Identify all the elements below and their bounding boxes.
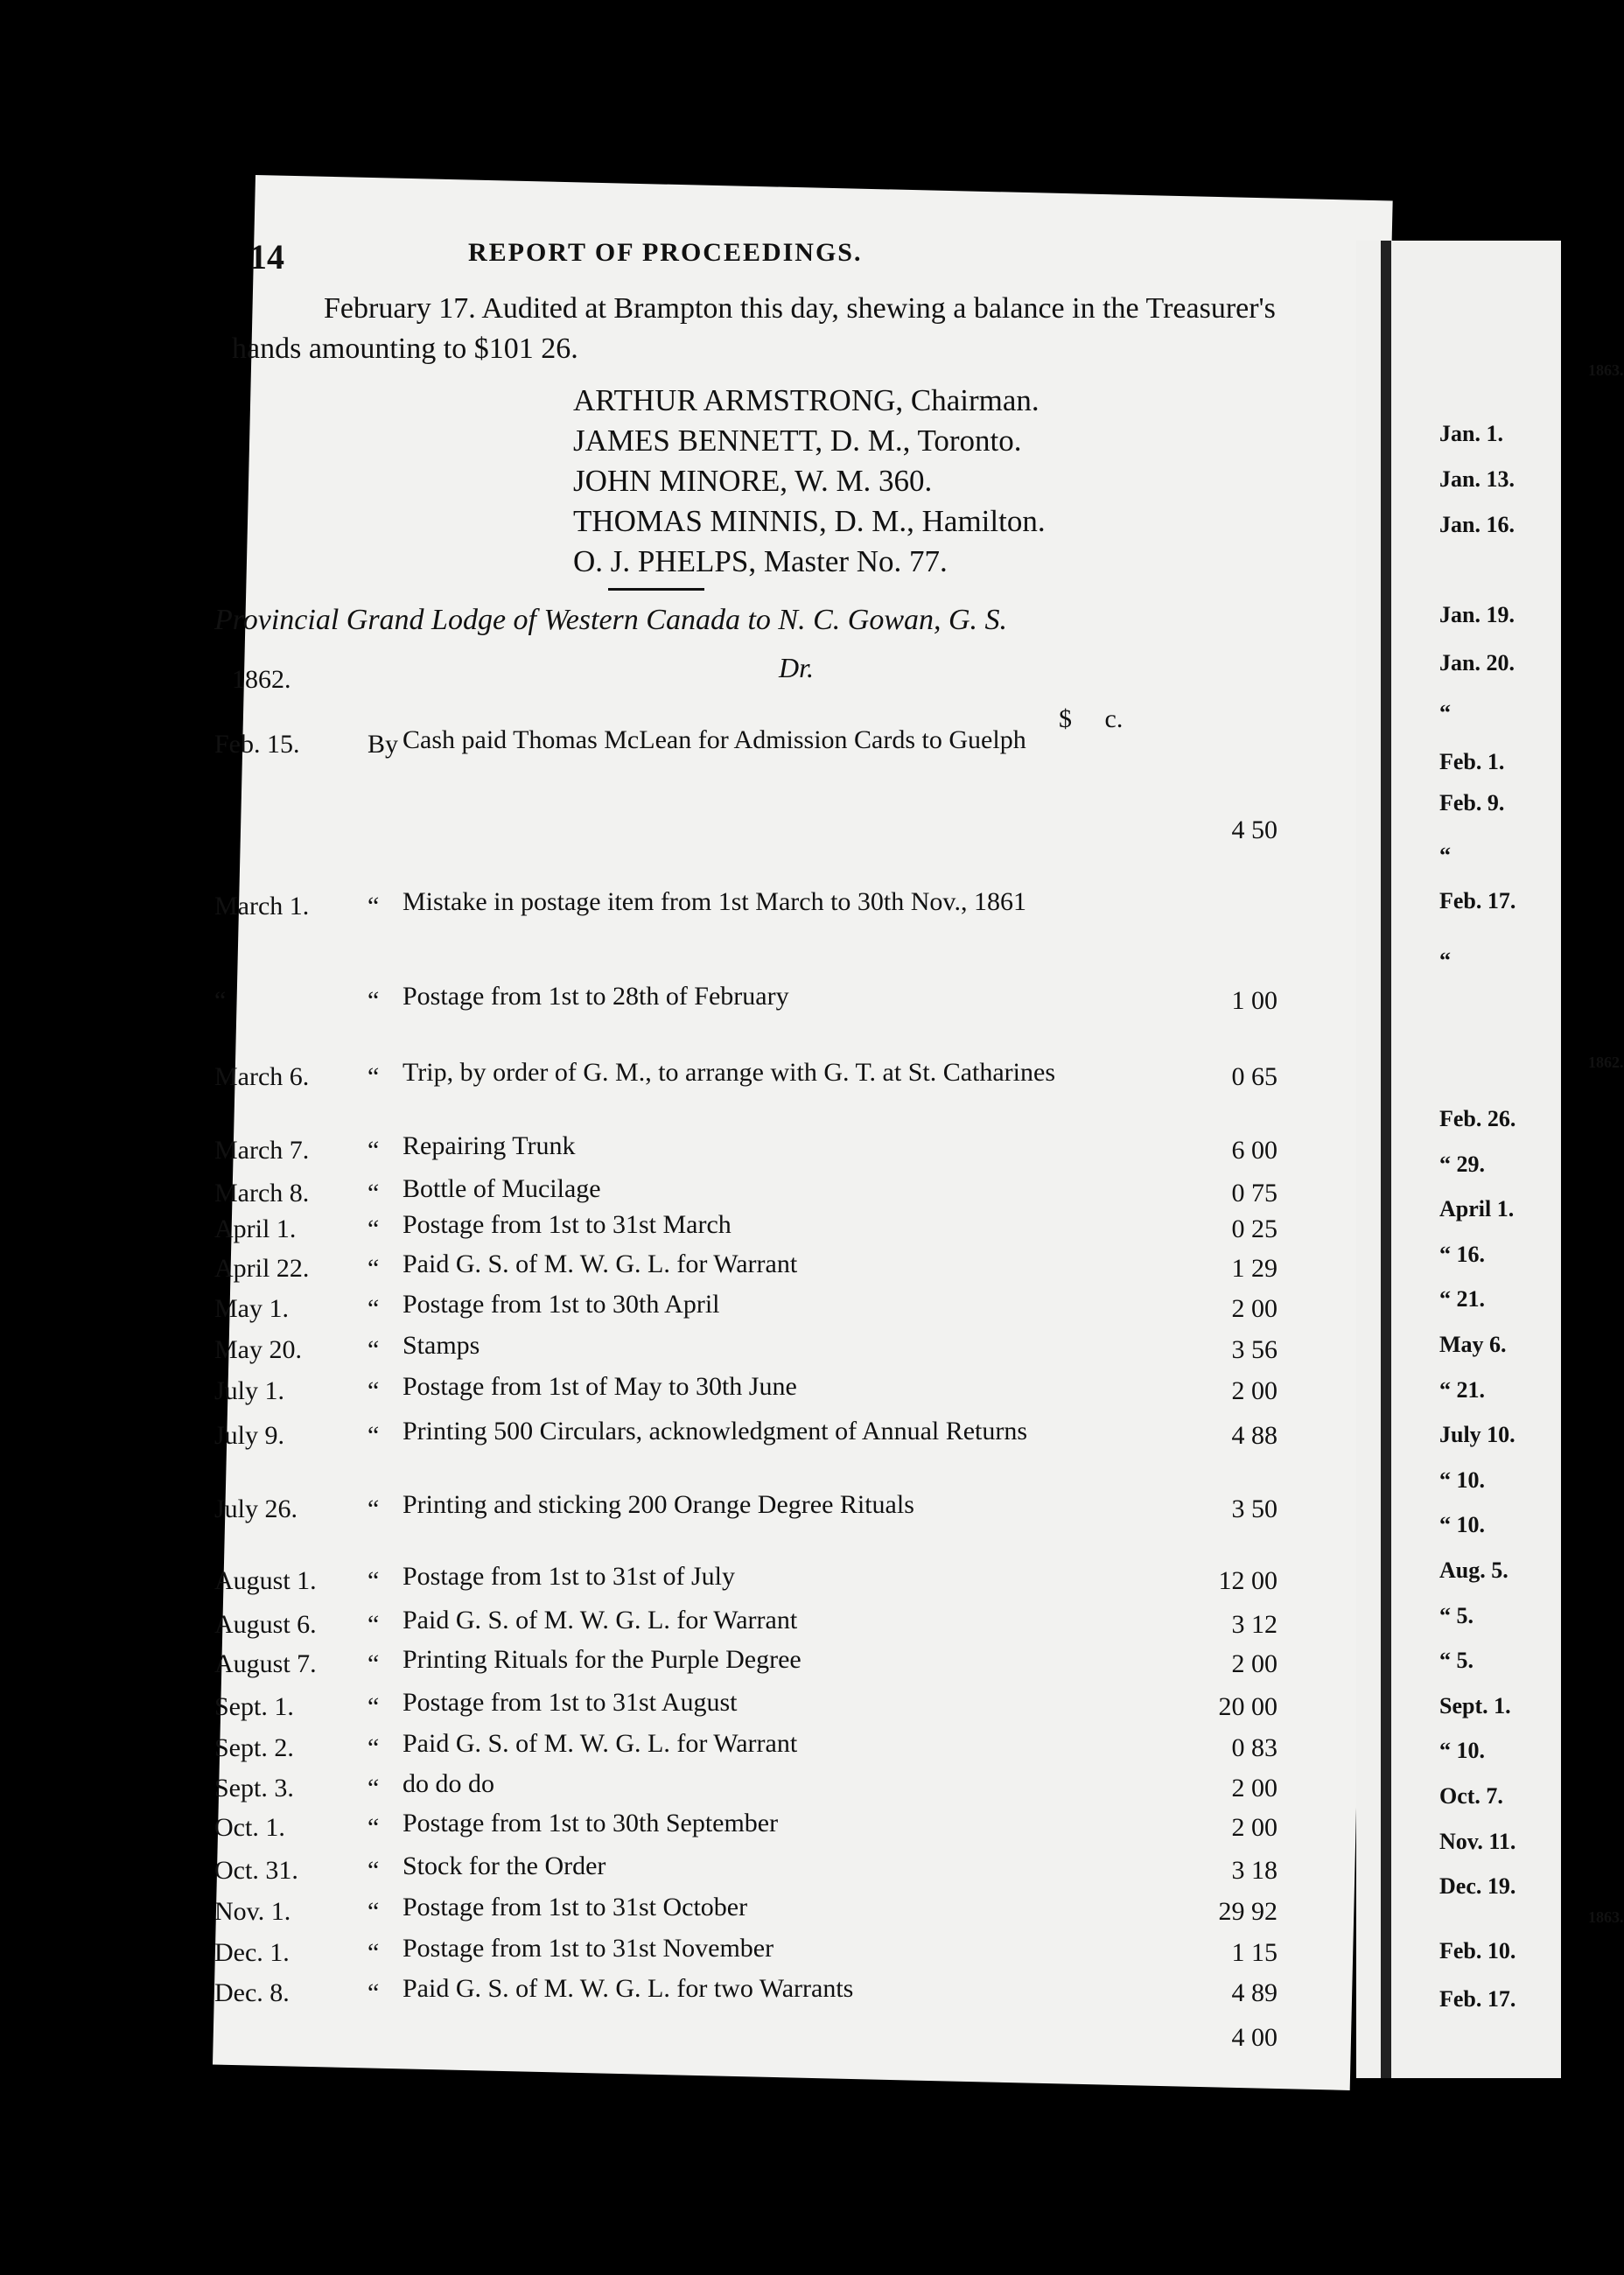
facing-page-date: July 10. [1439,1422,1516,1448]
debit-label: Dr. [779,652,815,683]
ledger-amount: 1 00 [1231,985,1278,1015]
ledger-date: July 26. [214,1494,298,1523]
ledger-ditto: “ [368,1253,380,1283]
facing-page-date: 1862. [1588,1053,1624,1071]
ledger-amount: 3 56 [1231,1335,1278,1365]
account-year: 1862. [232,665,291,694]
ledger-date: Sept. 1. [214,1691,294,1721]
ledger-amount: 20 00 [1218,1691,1278,1721]
facing-page-date: “ 5. [1439,1602,1474,1628]
facing-page-date: Aug. 5. [1439,1558,1508,1583]
ledger-row [214,1489,1291,1530]
ledger-description: Bottle of Mucilage [402,1173,601,1203]
ledger-amount: 4 88 [1231,1420,1278,1450]
ledger-ditto: “ [368,1896,380,1926]
facing-page-date: Jan. 19. [1439,601,1515,627]
ledger-ditto: “ [368,1178,380,1208]
audit-paragraph [232,289,1343,369]
ledger-row [214,1892,1291,1932]
ledger-description: do do do [402,1769,494,1799]
ledger-row [214,816,1291,850]
ledger-date: August 6. [214,1610,317,1640]
ledger-ditto: “ [368,1610,380,1640]
ledger-description: Printing and sticking 200 Orange Degree Rituals [402,1489,914,1519]
ledger-description: Postage from 1st to 31st March [402,1209,732,1239]
ledger-description: Postage from 1st to 31st August [402,1687,738,1717]
ledger-row [214,725,1291,765]
ledger-date: Feb. 15. [214,730,300,759]
ledger-row [214,1416,1291,1456]
audit-text: February 17. Audited at Brampton this day, shewing a balance in the Treasurer's hands amounting to $101 26. [232,292,1276,365]
ledger-row [214,1852,1291,1891]
ledger-ditto: “ [368,1732,380,1762]
ledger-description: Paid G. S. of M. W. G. L. for two Warrants [402,1974,854,2004]
facing-page-date: Jan. 16. [1439,511,1515,537]
page-number: 14 [249,237,284,276]
ledger-description: Postage from 1st of May to 30th June [402,1372,797,1402]
signers-block [573,381,1046,582]
facing-page-date: Jan. 1. [1439,421,1503,447]
ledger-row [214,1809,1291,1848]
ledger-date: March 8. [214,1178,310,1208]
facing-page-date: Nov. 11. [1439,1828,1516,1854]
ledger-ditto: “ [368,1649,380,1679]
facing-page-date: “ 5. [1439,1648,1474,1674]
ledger-amount: 1 15 [1231,1937,1278,1967]
ledger-date: Oct. 31. [214,1856,298,1885]
ledger-amount: 4 00 [1231,2023,1278,2053]
ledger-ditto: “ [368,1376,380,1406]
ledger-date: Dec. 1. [214,1937,290,1967]
ledger-date: March 6. [214,1062,310,1092]
facing-page-date: “ [1439,843,1451,868]
ledger-description: Stock for the Order [402,1852,606,1880]
facing-page-date: Sept. 1. [1439,1692,1511,1718]
account-title: Provincial Grand Lodge of Western Canada to N. C. Gowan, G. S. [214,604,1008,636]
facing-page-date: 1863. [1588,1908,1624,1926]
ledger-date: “ [214,985,227,1015]
ledger-amount: 0 83 [1231,1732,1278,1762]
ledger-amount: 6 00 [1231,1136,1278,1166]
ledger-ditto: “ [368,1494,380,1523]
ledger-date: Sept. 2. [214,1732,294,1762]
facing-page-date: Feb. 9. [1439,789,1505,816]
ledger-row [214,1728,1291,1768]
ledger-row [214,1974,1291,2013]
ledger-ditto: “ [368,1691,380,1721]
ledger-description: Printing 500 Circulars, acknowledgment of Annual Returns [402,1416,1028,1446]
ledger-row [214,1249,1291,1289]
facing-page-date: “ 29. [1439,1151,1485,1177]
ledger-row [214,1331,1291,1370]
ledger-description: Paid G. S. of M. W. G. L. for Warrant [402,1249,798,1278]
ledger-description: Postage from 1st to 28th of February [402,981,789,1011]
ledger-amount: 2 00 [1231,1813,1278,1843]
ledger-row [214,1173,1291,1214]
ledger-description: Cash paid Thomas McLean for Admission Cards to Guelph [402,725,1026,754]
ledger-ditto: “ [368,1937,380,1967]
facing-page-date: Feb. 17. [1439,887,1516,914]
ledger-row [214,1290,1291,1329]
ledger-date: May 20. [214,1335,302,1365]
ledger-row [214,1561,1291,1601]
signer: THOMAS MINNIS, D. M., Hamilton. [573,504,1046,538]
facing-page-date: Feb. 26. [1439,1106,1516,1131]
ledger-amount: 4 50 [1231,815,1278,844]
ledger-description: Postage from 1st to 31st November [402,1933,774,1963]
ledger-amount: 0 25 [1231,1214,1278,1243]
ledger-ditto: “ [368,1335,380,1365]
facing-page-date: “ 10. [1439,1738,1485,1764]
cents-column-head: c. [1104,704,1124,733]
ledger-date: April 22. [214,1253,310,1283]
facing-page-date: April 1. [1439,1196,1515,1222]
ledger-ditto: “ [368,1565,380,1595]
ledger-date: August 1. [214,1565,317,1595]
ledger-row [214,1687,1291,1727]
ledger-amount: 2 00 [1231,1376,1278,1406]
facing-page [1356,241,1624,2078]
ledger-ditto: “ [368,1420,380,1450]
ledger-row [214,2023,1291,2058]
facing-page-date: Jan. 20. [1439,649,1515,676]
ledger-amount: 1 29 [1231,1253,1278,1283]
ledger-date: March 7. [214,1136,310,1166]
facing-page-date: May 6. [1439,1332,1507,1357]
ledger-date: July 1. [214,1376,285,1406]
ledger-row [214,1058,1291,1097]
facing-page-date: “ [1439,699,1451,725]
ledger-description: Printing Rituals for the Purple Degree [402,1645,802,1675]
ledger-ditto: “ [368,985,380,1015]
facing-page-date: “ 21. [1439,1376,1485,1403]
ledger-row [214,981,1291,1021]
signer: JOHN MINORE, W. M. 360. [573,464,933,498]
ledger-ditto: “ [368,1978,380,2008]
ledger-date: Oct. 1. [214,1813,285,1843]
ledger-date: Nov. 1. [214,1896,291,1926]
facing-page-date: Dec. 19. [1439,1873,1516,1900]
signer: JAMES BENNETT, D. M., Toronto. [573,424,1022,458]
ledger-row [214,1209,1291,1250]
ledger-row [214,1131,1291,1171]
ledger-description: Paid G. S. of M. W. G. L. for Warrant [402,1728,798,1758]
ledger-ditto: “ [368,1214,380,1243]
ledger-ditto: “ [368,1774,380,1803]
ledger-date: July 9. [214,1420,285,1450]
ledger-amount: 4 89 [1231,1978,1278,2008]
facing-page-date: “ 10. [1439,1512,1485,1538]
facing-page-date: Feb. 10. [1439,1938,1516,1964]
facing-page-date: Jan. 13. [1439,466,1515,492]
ledger-row [214,1645,1291,1684]
ledger-description: Postage from 1st to 30th April [402,1290,720,1320]
ledger-row [214,887,1291,927]
ledger-ditto: “ [368,1294,380,1324]
divider-rule [608,588,704,591]
ledger-amount: 3 50 [1231,1494,1278,1523]
facing-page-date: Oct. 7. [1439,1783,1503,1809]
dollars-column-head: $ [1059,704,1072,733]
ledger-amount: 2 00 [1231,1649,1278,1679]
ledger-amount: 3 18 [1231,1856,1278,1885]
ledger-amount: 2 00 [1231,1294,1278,1324]
ledger-row [214,1933,1291,1973]
ledger-amount: 3 12 [1231,1610,1278,1640]
ledger-description: Postage from 1st to 31st of July [402,1561,735,1591]
ledger-row [214,1769,1291,1809]
facing-page-date: Feb. 1. [1439,749,1505,775]
ledger-date: Dec. 8. [214,1978,290,2008]
facing-page-date: 1863. [1588,360,1624,379]
ledger-ditto: “ [368,1136,380,1166]
ledger-description: Trip, by order of G. M., to arrange with G. T. at St. Catharines [402,1058,1056,1088]
ledger-amount: 0 65 [1231,1062,1278,1092]
facing-page-date: “ 16. [1439,1241,1485,1267]
ledger-description: Mistake in postage item from 1st March to 30th Nov., 1861 [402,887,1026,917]
ledger-amount: 2 00 [1231,1774,1278,1803]
ledger-ditto: “ [368,1856,380,1885]
facing-page-date: “ 10. [1439,1466,1485,1493]
ledger-ditto: “ [368,1062,380,1092]
signer: ARTHUR ARMSTRONG, Chairman. [573,383,1040,417]
signer: O. J. PHELPS, Master No. 77. [573,544,948,578]
ledger-ditto: By [368,730,399,759]
ledger-ditto: “ [368,1813,380,1843]
ledger-date: August 7. [214,1649,317,1679]
ledger-amount: 12 00 [1218,1565,1278,1595]
ledger-date: Sept. 3. [214,1774,294,1803]
ledger-description: Paid G. S. of M. W. G. L. for Warrant [402,1606,798,1635]
facing-page-date: “ 21. [1439,1286,1485,1312]
ledger-amount: 29 92 [1218,1896,1278,1926]
ledger-date: May 1. [214,1294,289,1324]
ledger-description: Stamps [402,1331,480,1361]
ledger-row [214,1606,1291,1645]
ledger-ditto: “ [368,892,380,921]
ledger-description: Postage from 1st to 30th September [402,1809,779,1838]
ledger-amount: 0 75 [1231,1178,1278,1208]
gutter-bar [1381,241,1391,2078]
ledger-description: Repairing Trunk [402,1131,576,1161]
ledger-row [214,1372,1291,1411]
facing-page-date: “ [1439,948,1451,974]
running-head: REPORT OF PROCEEDINGS. [468,238,863,267]
ledger-date: March 1. [214,892,310,921]
ledger-description: Postage from 1st to 31st October [402,1892,748,1922]
ledger-date: April 1. [214,1214,297,1243]
facing-page-date: Feb. 17. [1439,1986,1516,2012]
